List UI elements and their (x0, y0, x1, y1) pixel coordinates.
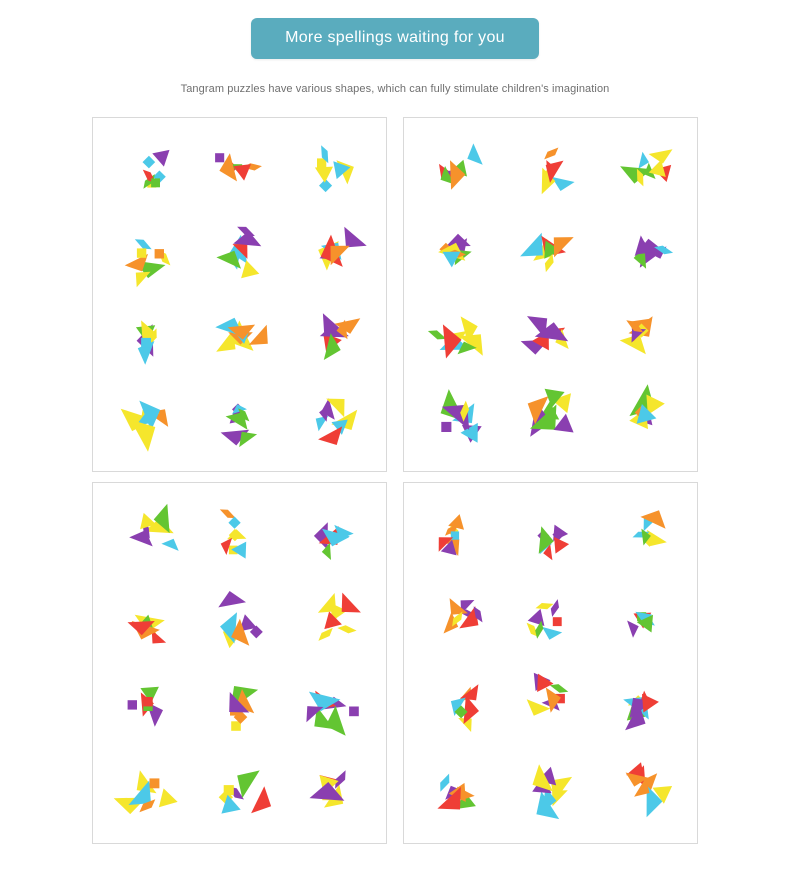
tangram-figure-16 (416, 213, 500, 293)
tangram-figure-14 (508, 130, 592, 210)
tangram-figure-5 (197, 213, 281, 293)
tangram-figure-1 (105, 130, 189, 210)
tangram-figure-18 (601, 213, 685, 293)
figure-grid (412, 493, 689, 833)
tangram-figure-19 (416, 296, 500, 376)
tangram-figure-32 (197, 666, 281, 746)
tangram-figure-9 (290, 296, 374, 376)
tangram-figure-45 (601, 666, 685, 746)
tangram-figure-31 (105, 666, 189, 746)
tangram-figure-26 (197, 496, 281, 576)
tangram-figure-43 (416, 666, 500, 746)
tangram-figure-24 (601, 379, 685, 459)
tangram-figure-37 (416, 496, 500, 576)
tangram-figure-34 (105, 751, 189, 831)
tangram-figure-12 (290, 379, 374, 459)
tangram-figure-33 (290, 666, 374, 746)
tangram-figure-2 (197, 130, 281, 210)
tangram-figure-15 (601, 130, 685, 210)
tangram-figure-4 (105, 213, 189, 293)
tangram-figure-3 (290, 130, 374, 210)
tangram-figure-40 (416, 581, 500, 661)
card-bottom-left (92, 482, 387, 844)
tangram-figure-39 (601, 496, 685, 576)
tangram-figure-11 (197, 379, 281, 459)
tangram-figure-22 (416, 379, 500, 459)
card-bottom-right (403, 482, 698, 844)
figure-grid (101, 493, 378, 833)
tangram-figure-17 (508, 213, 592, 293)
tangram-figure-20 (508, 296, 592, 376)
tangram-figure-30 (290, 581, 374, 661)
tangram-figure-6 (290, 213, 374, 293)
tangram-figure-29 (197, 581, 281, 661)
tangram-figure-8 (197, 296, 281, 376)
tangram-figure-28 (105, 581, 189, 661)
page-banner: More spellings waiting for you (251, 18, 539, 59)
tangram-figure-47 (508, 751, 592, 831)
page-subtitle: Tangram puzzles have various shapes, which can fully stimulate children's imagination (180, 83, 610, 95)
tangram-figure-46 (416, 751, 500, 831)
tangram-figure-25 (105, 496, 189, 576)
tangram-figure-41 (508, 581, 592, 661)
figure-grid (412, 128, 689, 461)
tangram-figure-48 (601, 751, 685, 831)
banner-row (0, 0, 790, 59)
tangram-figure-21 (601, 296, 685, 376)
tangram-figure-36 (290, 751, 374, 831)
tangram-figure-7 (105, 296, 189, 376)
tangram-figure-44 (508, 666, 592, 746)
tangram-figure-38 (508, 496, 592, 576)
card-top-left (92, 117, 387, 472)
tangram-figure-13 (416, 130, 500, 210)
tangram-figure-10 (105, 379, 189, 459)
tangram-figure-23 (508, 379, 592, 459)
tangram-figure-27 (290, 496, 374, 576)
tangram-figure-42 (601, 581, 685, 661)
figure-grid (101, 128, 378, 461)
card-grid (0, 117, 790, 844)
card-top-right (403, 117, 698, 472)
tangram-figure-35 (197, 751, 281, 831)
